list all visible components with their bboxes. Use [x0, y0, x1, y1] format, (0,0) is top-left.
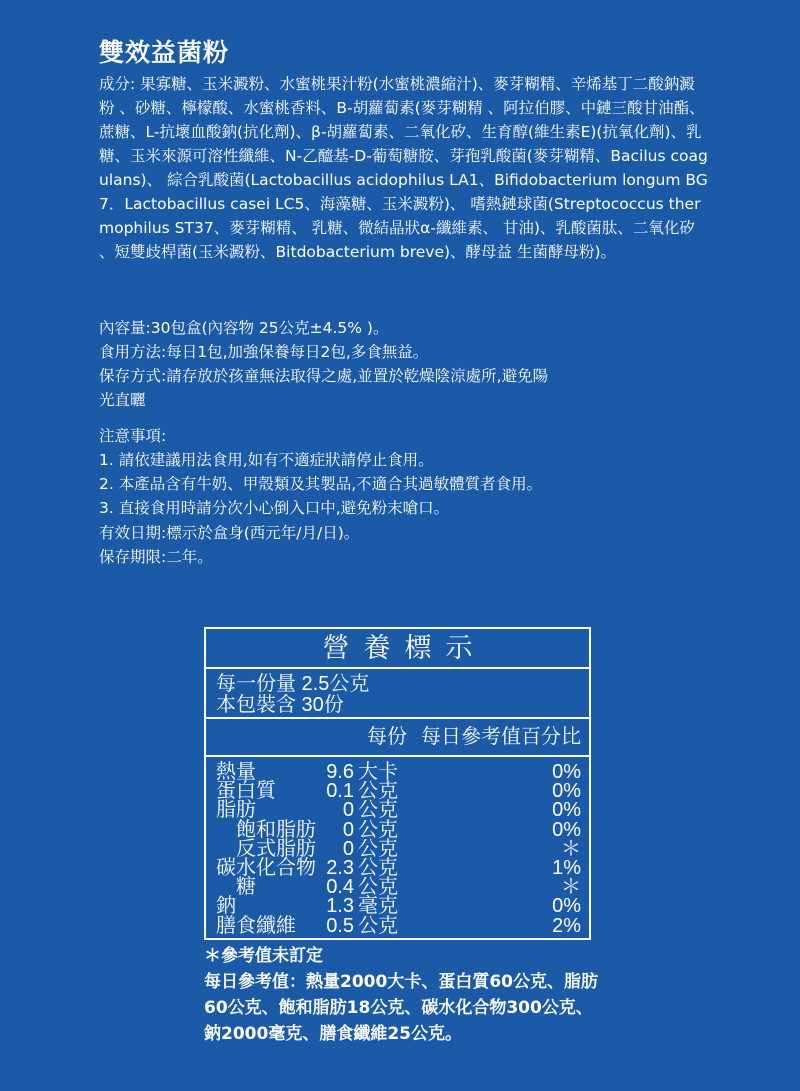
servings-per-package: 本包裝含 30份 — [216, 694, 344, 716]
expiry-date: 有效日期:標示於盒身(西元年/月/日)。 — [99, 524, 360, 542]
nutrient-row — [216, 897, 581, 916]
nutrient-daily-value: 2% — [552, 914, 581, 937]
nutrient-name: 脂肪 — [216, 799, 256, 822]
nutrient-name: 碳水化合物 — [216, 856, 316, 879]
nutrient-row — [216, 818, 581, 841]
nutrition-panel-title: 營養標示 — [206, 629, 589, 669]
serving-size: 每一份量 2.5公克 — [216, 673, 370, 695]
nutrient-rows — [206, 757, 589, 936]
nutrient-unit: 毫克 — [358, 895, 398, 918]
nutrition-facts-panel — [204, 627, 591, 940]
nutrient-amount: 2.3 — [326, 856, 354, 879]
nutrient-unit: 公克 — [358, 914, 398, 937]
nutrient-row — [216, 914, 581, 937]
nutrient-unit: 大卡 — [358, 761, 398, 783]
nutrient-amount: 0.1 — [326, 780, 354, 803]
nutrient-amount: 9.6 — [326, 761, 354, 783]
nutrient-name: 膳食纖維 — [216, 914, 296, 937]
product-info — [99, 316, 699, 412]
nutrient-unit: 公克 — [358, 837, 398, 860]
nutrition-footnote — [204, 943, 604, 1047]
nutrient-amount: 0.4 — [326, 876, 354, 899]
storage-method-line1: 保存方式:請存放於孩童無法取得之處,並置於乾燥陰涼處所,避免陽 — [99, 367, 549, 385]
footnote-undefined-reference: ＊參考值未訂定 — [204, 946, 323, 966]
nutrient-unit: 公克 — [358, 856, 398, 879]
ingredients-text: 成分: 果寡糖、玉米澱粉、水蜜桃果汁粉(水蜜桃濃縮汁)、麥芽糊精、辛烯基丁二酸鈉澱粉 、砂糖、檸檬酸、水蜜桃香料、B-胡蘿蔔素(麥芽糊精 、阿拉伯膠、中鏈三酸甘油酯、蔗糖、L-抗壞血酸鈉(抗化劑)、β-胡蘿蔔素、二氧化矽、生育醇(維生素E)(抗氧化劑)、乳糖、玉米來源可溶性纖維、N-乙醯基-D-葡萄糖胺、芽孢乳酸菌(麥芽糊精、Bacilus coagulans)、 綜合乳酸菌(Lactobacillus acidophilus LA1、Bifidobacterium longum BG7．Lactobacillus casei LC5、海藻糖、玉米澱粉)、 嗜熱鏈球菌(Streptococcus thermophilus ST37、麥芽糊精、 乳糖、微結晶狀α-纖維素、 甘油)、乳酸菌肽、二氧化矽 、短雙歧桿菌(玉米澱粉、Bitdobacterium breve)、酵母益 生菌酵母粉)。 — [99, 75, 708, 261]
precaution-item: 3. 直接食用時請分次小心倒入口中,避免粉末嗆口。 — [99, 499, 450, 517]
nutrient-amount: 0 — [342, 818, 354, 841]
nutrient-unit: 公克 — [358, 818, 398, 841]
nutrient-amount: 0 — [342, 799, 354, 822]
nutrient-daily-value: 0% — [552, 818, 581, 841]
nutrition-column-headers — [206, 719, 589, 757]
nutrient-row — [216, 856, 581, 879]
nutrient-amount: 0.5 — [326, 914, 354, 937]
nutrient-daily-value: ＊ — [561, 837, 581, 860]
precaution-item: 2. 本產品含有牛奶、甲殼類及其製品,不適合其過敏體質者食用。 — [99, 475, 543, 493]
expiry-info — [99, 521, 699, 569]
column-daily-value: 每日參考值百分比 — [421, 726, 581, 748]
precautions — [99, 424, 699, 520]
nutrient-daily-value: 1% — [552, 856, 581, 879]
product-title: 雙效益菌粉 — [99, 38, 230, 67]
nutrient-daily-value: 0% — [552, 895, 581, 918]
content-amount: 內容量:30包盒(內容物 25公克±4.5% )。 — [99, 319, 389, 337]
usage-instructions: 食用方法:每日1包,加強保養每日2包,多食無益。 — [99, 343, 429, 361]
nutrient-name: 反式脂肪 — [236, 837, 316, 860]
nutrient-daily-value: 0% — [552, 799, 581, 822]
nutrient-name: 飽和脂肪 — [236, 818, 316, 841]
nutrient-row — [216, 878, 581, 897]
nutrient-name: 蛋白質 — [216, 780, 276, 803]
footnote-daily-reference: 每日參考值：熱量2000大卡、蛋白質60公克、脂肪60公克、飽和脂肪18公克、碳水化合物300公克、鈉2000毫克、膳食纖維25公克。 — [204, 972, 598, 1044]
shelf-life: 保存期限:二年。 — [99, 548, 213, 566]
nutrient-row — [216, 782, 581, 801]
nutrient-daily-value: ＊ — [561, 876, 581, 899]
nutrient-unit: 公克 — [358, 780, 398, 803]
nutrient-amount: 1.3 — [326, 895, 354, 918]
precaution-item: 1. 請依建議用法食用,如有不適症狀請停止食用。 — [99, 451, 434, 469]
nutrient-unit: 公克 — [358, 799, 398, 822]
nutrient-row — [216, 801, 581, 820]
precautions-heading: 注意事項: — [99, 427, 167, 445]
nutrient-daily-value: 0% — [552, 780, 581, 803]
nutrient-amount: 0 — [342, 837, 354, 860]
column-per-serving: 每份 — [367, 726, 407, 748]
nutrient-daily-value: 0% — [552, 761, 581, 783]
serving-info — [206, 669, 589, 719]
nutrient-unit: 公克 — [358, 876, 398, 899]
storage-method-line2: 光直曬 — [99, 391, 146, 409]
nutrient-name: 熱量 — [216, 761, 256, 783]
nutrient-name: 鈉 — [216, 895, 236, 918]
nutrient-name: 糖 — [236, 876, 256, 899]
